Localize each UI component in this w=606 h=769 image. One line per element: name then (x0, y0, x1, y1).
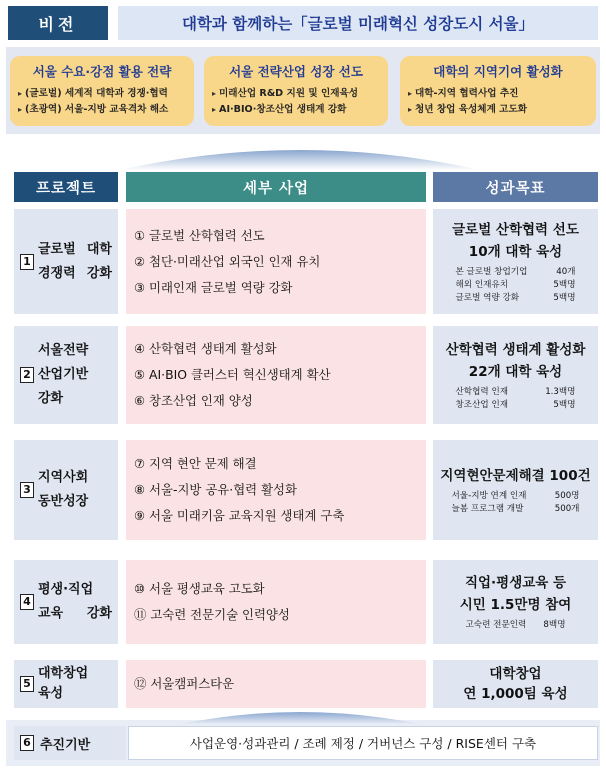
project-number: 2 (20, 367, 34, 383)
project-name-line: 평생·직업 (38, 582, 94, 597)
goal-sub: 서울-지방 연계 인재 500명 (451, 490, 580, 501)
goal-main: 연 1,000팀 육성 (463, 686, 568, 702)
goal-main: 산학협력 생태계 활성화 (445, 341, 586, 358)
strategy-card-3 (400, 56, 596, 126)
project-name-line: 육성 (38, 686, 64, 701)
project-name-line: 지역사회 (38, 470, 89, 485)
goal-main: 글로벌 산학협력 선도 (452, 221, 579, 238)
strategy-item: ▸ (글로벌) 세계적 대학과 경쟁·협력 (18, 86, 186, 102)
goal-main: 시민 1.5만명 참여 (459, 597, 572, 613)
detail-item: ⑪ 고숙련 전문기술 인력양성 (134, 607, 290, 622)
goal-sub: 글로벌 역량 강화 5백명 (455, 292, 576, 303)
goal-sub: 창조산업 인재 5백명 (455, 399, 576, 410)
project-name-line: 글로벌 대학 (38, 241, 112, 257)
strategy-item: ▸ (초광역) 서울-지방 교육격차 해소 (18, 102, 186, 118)
project-number: 1 (20, 254, 34, 270)
project-name-line: 강화 (38, 391, 64, 406)
project-name-line: 동반성장 (38, 494, 89, 509)
project-1 (14, 209, 118, 314)
vision-label: 비전 (8, 6, 108, 40)
project-2-goal (433, 326, 598, 424)
up-arrow-icon (0, 702, 606, 724)
goal-main: 22개 대학 육성 (468, 363, 563, 380)
goal-main: 10개 대학 육성 (468, 243, 563, 260)
detail-item: ① 글로벌 산학협력 선도 (134, 227, 265, 243)
goal-main: 대학창업 (489, 666, 542, 682)
detail-item: ④ 산학협력 생태계 활성화 (134, 341, 277, 356)
strategy-item: ▸ 미래산업 R&D 지원 및 인재육성 (212, 86, 380, 102)
detail-item: ③ 미래인재 글로벌 역량 강화 (134, 279, 293, 295)
base-name: 추진기반 (40, 737, 91, 753)
project-2-details (126, 326, 426, 424)
project-number: 3 (20, 482, 34, 498)
project-1-details (126, 209, 426, 314)
project-name-line: 경쟁력 강화 (38, 265, 112, 281)
project-number: 6 (20, 735, 34, 751)
strategy-title: 서울 전략산업 성장 선도 (229, 64, 363, 79)
strategy-card-2 (204, 56, 388, 126)
project-name-line: 서울전략 (38, 343, 89, 358)
project-5 (14, 660, 118, 708)
project-3 (14, 440, 118, 540)
strategy-item: ▸ AI·BIO·창조산업 생태계 강화 (212, 102, 380, 118)
strategy-title: 서울 수요·강점 활용 전략 (32, 64, 172, 79)
goal-main: 지역현안문제해결 100건 (440, 467, 591, 484)
base-label (14, 726, 126, 760)
goal-sub: 본 글로벌 창업기업 40개 (455, 266, 576, 277)
project-3-goal (433, 440, 598, 540)
goal-sub: 해외 인재유치 5백명 (455, 279, 576, 290)
strategy-item: ▸ 대학-지역 협력사업 추진 (408, 86, 588, 102)
project-name-line: 교육 강화 (38, 606, 112, 621)
detail-item: ⑤ AI·BIO 클러스터 혁신생태계 확산 (134, 367, 331, 382)
goal-main: 직업·평생교육 등 (464, 575, 567, 591)
project-number: 5 (20, 676, 34, 692)
project-4-details (126, 560, 426, 644)
project-number: 4 (20, 594, 34, 610)
project-1-goal (433, 209, 598, 314)
strategy-title: 대학의 지역기여 활성화 (433, 64, 563, 79)
project-3-details (126, 440, 426, 540)
detail-item: ⑩ 서울 평생교육 고도화 (134, 581, 265, 596)
detail-item: ② 첨단·미래산업 외국인 인재 유치 (134, 253, 321, 269)
header-goal: 성과목표 (433, 172, 598, 202)
detail-item: ⑦ 지역 현안 문제 해결 (134, 456, 257, 471)
project-2 (14, 326, 118, 424)
project-5-goal (433, 660, 598, 708)
detail-item: ⑫ 서울캠퍼스타운 (134, 676, 235, 691)
goal-sub: 늘봄 프로그램 개발 500개 (451, 503, 580, 514)
project-5-details (126, 660, 426, 708)
goal-sub: 고숙련 전문인력 8백명 (465, 620, 566, 630)
strategy-item: ▸ 청년 창업 육성체계 고도화 (408, 102, 588, 118)
detail-item: ⑨ 서울 미래키움 교육지원 생태계 구축 (134, 508, 345, 523)
base-text: 사업운영·성과관리 / 조례 제정 / 거버넌스 구성 / RISE센터 구축 (128, 726, 598, 760)
detail-item: ⑥ 창조산업 인재 양성 (134, 393, 253, 408)
vision-statement: 대학과 함께하는「글로벌 미래혁신 성장도시 서울」 (118, 6, 598, 40)
goal-sub: 산학협력 인재 1.3백명 (455, 386, 576, 397)
project-name-line: 산업기반 (38, 367, 89, 382)
project-4 (14, 560, 118, 644)
header-project: 프로젝트 (14, 172, 118, 202)
strategy-card-1 (10, 56, 194, 126)
project-name-line: 대학창업 (38, 666, 89, 681)
project-4-goal (433, 560, 598, 644)
header-detail: 세부 사업 (126, 172, 426, 202)
up-arrow-icon (0, 134, 606, 170)
detail-item: ⑧ 서울-지방 공유·협력 활성화 (134, 482, 297, 497)
